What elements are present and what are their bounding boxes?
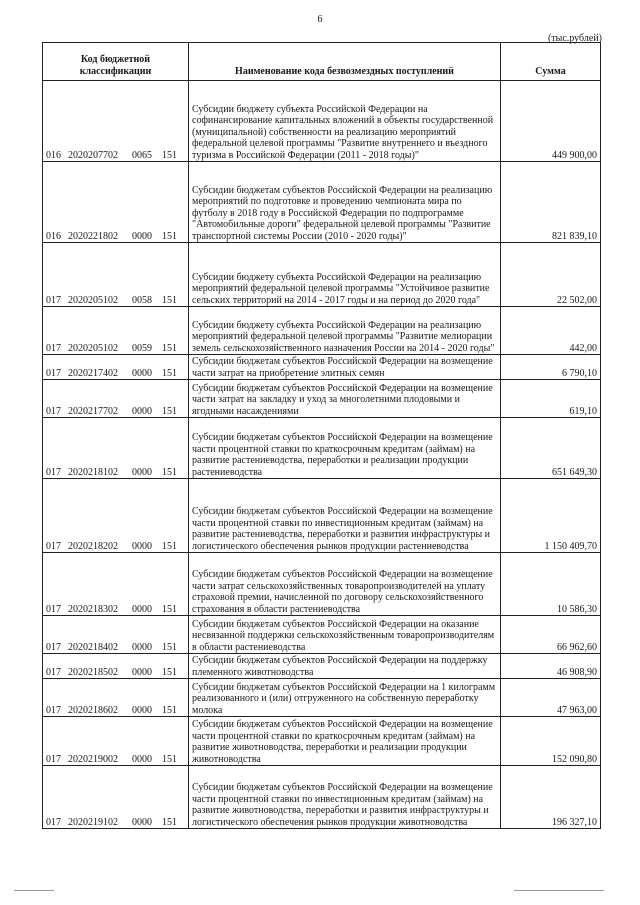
revenue-code: 2020205102 — [68, 342, 118, 354]
admin-code: 017 — [46, 294, 61, 306]
table-row — [43, 243, 601, 307]
revenue-code: 2020221802 — [68, 230, 118, 242]
amount-cell: 651 649,30 — [501, 418, 601, 479]
revenue-code: 2020218402 — [68, 641, 118, 653]
budget-code-cell — [43, 479, 189, 553]
program-code: 0058 — [132, 294, 152, 306]
revenue-name-cell: Субсидии бюджетам субъектов Российской Федерации на возмещение части процентной ставки по инвестиционным кредитам (займам) на развитие животноводства, переработки и развития инфраструктуры и логистического обеспечения рынков продукции животноводства — [189, 766, 501, 829]
budget-code-cell — [43, 654, 189, 679]
revenue-code: 2020205102 — [68, 294, 118, 306]
classification-code: 151 — [162, 603, 177, 615]
amount-cell: 619,10 — [501, 380, 601, 418]
classification-code: 151 — [162, 466, 177, 478]
amount-cell: 22 502,00 — [501, 243, 601, 307]
classification-code: 151 — [162, 230, 177, 242]
amount-cell: 449 900,00 — [501, 81, 601, 162]
program-code: 0000 — [132, 603, 152, 615]
table-row — [43, 553, 601, 616]
program-code: 0000 — [132, 666, 152, 678]
revenue-name-cell: Субсидии бюджету субъекта Российской Федерации на софинансирование капитальных вложений в объекты государственной (муниципальной) собственности на реализацию мероприятий федеральной целевой программы "Развитие внутреннего и въездного туризма в Российской Федерации (2011 - 2018 годы)" — [189, 81, 501, 162]
revenue-name-cell: Субсидии бюджету субъекта Российской Федерации на реализацию мероприятий федеральной целевой программы "Устойчивое развитие сельских территорий на 2014 - 2017 годы и на период до 2020 года" — [189, 243, 501, 307]
classification-code: 151 — [162, 540, 177, 552]
table-row — [43, 717, 601, 766]
admin-code: 017 — [46, 753, 61, 765]
revenue-code: 2020217702 — [68, 405, 118, 417]
revenue-code: 2020207702 — [68, 149, 118, 161]
revenue-code: 2020218302 — [68, 603, 118, 615]
budget-code-cell — [43, 616, 189, 654]
amount-cell: 442,00 — [501, 307, 601, 355]
page-number: 6 — [317, 14, 323, 25]
revenue-code: 2020218202 — [68, 540, 118, 552]
budget-code-cell — [43, 355, 189, 380]
table-row — [43, 81, 601, 162]
admin-code: 017 — [46, 466, 61, 478]
program-code: 0000 — [132, 641, 152, 653]
program-code: 0000 — [132, 753, 152, 765]
classification-code: 151 — [162, 704, 177, 716]
table-row — [43, 479, 601, 553]
table-header-row — [43, 43, 601, 81]
classification-code: 151 — [162, 294, 177, 306]
budget-code-cell — [43, 162, 189, 243]
admin-code: 017 — [46, 816, 61, 828]
program-code: 0065 — [132, 149, 152, 161]
revenue-code: 2020219102 — [68, 816, 118, 828]
amount-cell: 196 327,10 — [501, 766, 601, 829]
budget-code-cell — [43, 380, 189, 418]
program-code: 0059 — [132, 342, 152, 354]
program-code: 0000 — [132, 367, 152, 379]
table-row — [43, 162, 601, 243]
revenue-code: 2020219002 — [68, 753, 118, 765]
budget-code-cell — [43, 243, 189, 307]
amount-cell: 47 963,00 — [501, 679, 601, 717]
budget-code-cell — [43, 307, 189, 355]
classification-code: 151 — [162, 666, 177, 678]
revenue-name-cell: Субсидии бюджету субъекта Российской Федерации на реализацию мероприятий федеральной целевой программы "Развитие мелиорации земель сельскохозяйственного назначения России на 2014 - 2020 годы" — [189, 307, 501, 355]
revenue-name-cell: Субсидии бюджетам субъектов Российской Федерации на реализацию мероприятий по подготовке и проведению чемпионата мира по футболу в 2018 году в Российской Федерации по подпрограмме "Автомобильные дороги" федеральной целевой программы "Развитие транспортной системы России (2010 - 2020 годы)" — [189, 162, 501, 243]
admin-code: 017 — [46, 367, 61, 379]
program-code: 0000 — [132, 704, 152, 716]
budget-code-cell — [43, 717, 189, 766]
revenue-name-cell: Субсидии бюджетам субъектов Российской Федерации на возмещение части процентной ставки по краткосрочным кредитам (займам) на развитие животноводства, переработки и реализации продукции животноводства — [189, 717, 501, 766]
admin-code: 017 — [46, 603, 61, 615]
budget-code-cell — [43, 553, 189, 616]
classification-code: 151 — [162, 641, 177, 653]
revenue-code: 2020218102 — [68, 466, 118, 478]
admin-code: 016 — [46, 230, 61, 242]
amount-cell: 152 090,80 — [501, 717, 601, 766]
revenue-name-cell: Субсидии бюджетам субъектов Российской Федерации на оказание несвязанной поддержки сельскохозяйственным товаропроизводителям в области растениеводства — [189, 616, 501, 654]
revenue-name-cell: Субсидии бюджетам субъектов Российской Федерации на возмещение части затрат на закладку и уход за многолетними плодовыми и ягодными насаждениями — [189, 380, 501, 418]
admin-code: 017 — [46, 540, 61, 552]
revenue-code: 2020217402 — [68, 367, 118, 379]
table-row — [43, 616, 601, 654]
table-row — [43, 418, 601, 479]
scan-edge-marks — [14, 885, 614, 891]
table-row — [43, 355, 601, 380]
revenue-name-cell: Субсидии бюджетам субъектов Российской Федерации на поддержку племенного животноводства — [189, 654, 501, 679]
classification-code: 151 — [162, 149, 177, 161]
header-code: Код бюджетной классификации — [43, 43, 189, 81]
admin-code: 017 — [46, 641, 61, 653]
revenue-name-cell: Субсидии бюджетам субъектов Российской Федерации на возмещение части процентной ставки по инвестиционным кредитам (займам) на развитие растениеводства, переработки и развития инфраструктуры и логистического обеспечения рынков продукции растениеводства — [189, 479, 501, 553]
budget-code-cell — [43, 81, 189, 162]
program-code: 0000 — [132, 405, 152, 417]
classification-code: 151 — [162, 405, 177, 417]
classification-code: 151 — [162, 342, 177, 354]
classification-code: 151 — [162, 753, 177, 765]
program-code: 0000 — [132, 466, 152, 478]
amount-cell: 6 790,10 — [501, 355, 601, 380]
admin-code: 016 — [46, 149, 61, 161]
program-code: 0000 — [132, 540, 152, 552]
budget-table — [42, 42, 601, 829]
revenue-name-cell: Субсидии бюджетам субъектов Российской Федерации на возмещение части затрат сельскохозяйственных товаропроизводителей на уплату страховой премии, начисленной по договору сельскохозяйственного страхования в области растениеводства — [189, 553, 501, 616]
budget-code-cell — [43, 679, 189, 717]
budget-code-cell — [43, 766, 189, 829]
table-row — [43, 380, 601, 418]
revenue-code: 2020218502 — [68, 666, 118, 678]
admin-code: 017 — [46, 704, 61, 716]
program-code: 0000 — [132, 816, 152, 828]
amount-cell: 10 586,30 — [501, 553, 601, 616]
revenue-name-cell: Субсидии бюджетам субъектов Российской Федерации на 1 килограмм реализованного и (или) отгруженного на собственную переработку молока — [189, 679, 501, 717]
table-row — [43, 766, 601, 829]
revenue-code: 2020218602 — [68, 704, 118, 716]
revenue-name-cell: Субсидии бюджетам субъектов Российской Федерации на возмещение части затрат на приобретение элитных семян — [189, 355, 501, 380]
program-code: 0000 — [132, 230, 152, 242]
admin-code: 017 — [46, 342, 61, 354]
amount-cell: 1 150 409,70 — [501, 479, 601, 553]
amount-cell: 46 908,90 — [501, 654, 601, 679]
classification-code: 151 — [162, 367, 177, 379]
admin-code: 017 — [46, 666, 61, 678]
units-label: (тыс.рублей) — [547, 33, 602, 44]
amount-cell: 66 962,60 — [501, 616, 601, 654]
header-sum: Сумма — [501, 43, 601, 81]
amount-cell: 821 839,10 — [501, 162, 601, 243]
header-name: Наименование кода безвозмездных поступлений — [189, 43, 501, 81]
classification-code: 151 — [162, 816, 177, 828]
revenue-name-cell: Субсидии бюджетам субъектов Российской Федерации на возмещение части процентной ставки по краткосрочным кредитам (займам) на развитие растениеводства, переработки и реализации продукции растениеводства — [189, 418, 501, 479]
admin-code: 017 — [46, 405, 61, 417]
table-row — [43, 307, 601, 355]
table-row — [43, 654, 601, 679]
table-row — [43, 679, 601, 717]
budget-code-cell — [43, 418, 189, 479]
